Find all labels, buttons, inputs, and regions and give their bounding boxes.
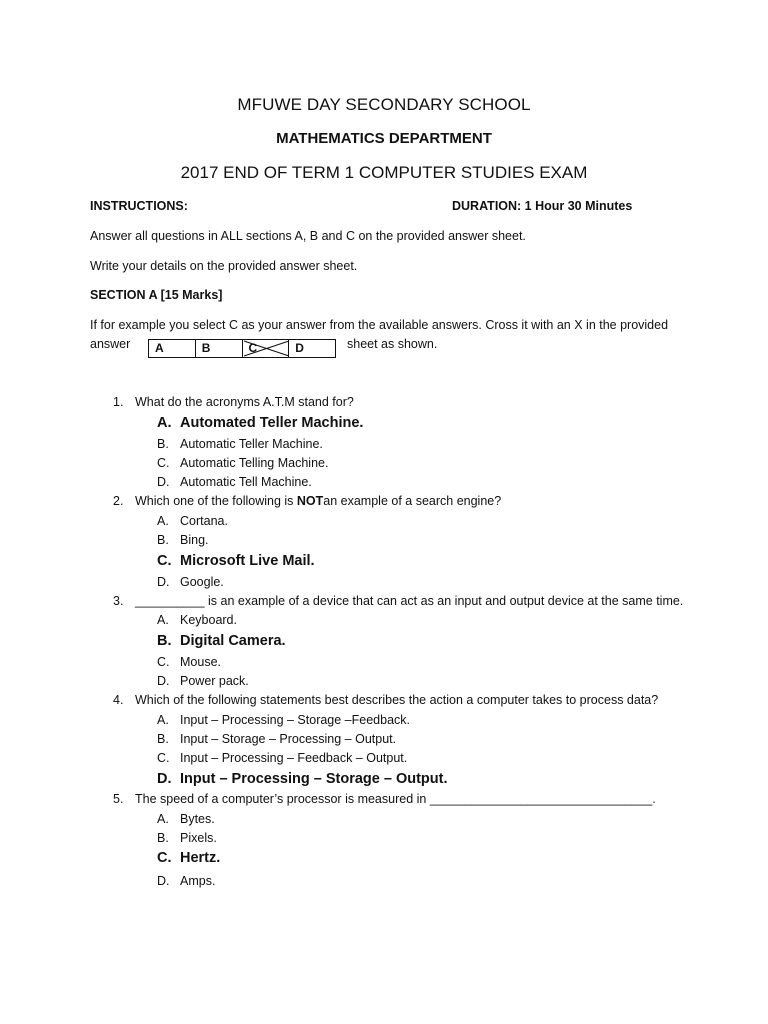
option-text: Automatic Teller Machine. (180, 437, 323, 451)
exam-title: 2017 END OF TERM 1 COMPUTER STUDIES EXAM (180, 163, 588, 182)
question-text-part: an example of a search engine? (323, 494, 502, 508)
question-4-option-c (157, 751, 407, 765)
option-letter: B. (157, 633, 172, 649)
question-4-text: Which of the following statements best describes the action a computer takes to process data? (135, 693, 659, 707)
question-2-option-b (157, 533, 209, 547)
cross-mark-icon (243, 340, 290, 357)
example-text-line-2-end: sheet as shown. (347, 337, 438, 351)
option-letter: D. (157, 674, 170, 688)
option-text: Keyboard. (180, 613, 237, 627)
question-5-option-a (157, 812, 215, 826)
option-letter: A. (157, 812, 169, 826)
option-letter: A. (157, 713, 169, 727)
option-letter: D. (157, 771, 172, 787)
answer-box-cell-c-label: C (248, 341, 258, 355)
answer-box-cell-c (243, 340, 290, 357)
option-text: Automatic Tell Machine. (180, 475, 312, 489)
question-1-text: What do the acronyms A.T.M stand for? (135, 395, 354, 409)
option-letter: D. (157, 874, 170, 888)
question-2-text (135, 494, 501, 508)
option-letter: A. (157, 415, 172, 431)
option-text: Bing. (180, 533, 209, 547)
question-1-option-b (157, 437, 323, 451)
option-letter: A. (157, 514, 169, 528)
question-1-option-a (157, 415, 363, 431)
question-2-option-a (157, 514, 228, 528)
question-3-option-b (157, 633, 286, 649)
department-name: MATHEMATICS DEPARTMENT (276, 130, 492, 147)
option-letter: D. (157, 475, 170, 489)
option-letter: D. (157, 575, 170, 589)
option-text: Amps. (180, 874, 216, 888)
duration-label: DURATION: 1 Hour 30 Minutes (452, 199, 633, 213)
question-3-option-c (157, 655, 221, 669)
option-letter: C. (157, 655, 170, 669)
option-letter: B. (157, 437, 169, 451)
question-4-option-d (157, 771, 448, 787)
question-3-option-d (157, 674, 249, 688)
answer-box-cell-b: B (196, 340, 243, 357)
instruction-line-2: Write your details on the provided answer sheet. (90, 259, 358, 273)
option-text: Input – Processing – Storage –Feedback. (180, 713, 411, 727)
option-text: Power pack. (180, 674, 249, 688)
option-letter: C. (157, 553, 172, 569)
instruction-line-1: Answer all questions in ALL sections A, B and C on the provided answer sheet. (90, 229, 526, 243)
question-4-option-b (157, 732, 396, 746)
option-text: Input – Storage – Processing – Output. (180, 732, 397, 746)
option-letter: B. (157, 533, 169, 547)
question-1-number: 1. (113, 395, 124, 409)
option-text: Digital Camera. (180, 633, 286, 649)
question-4-option-a (157, 713, 410, 727)
answer-box-cell-d: D (295, 341, 304, 355)
question-2-number: 2. (113, 494, 124, 508)
option-text: Cortana. (180, 514, 228, 528)
question-2-option-c (157, 553, 315, 569)
question-3-text: __________ is an example of a device that can act as an input and output device at the same time. (135, 594, 684, 608)
option-letter: C. (157, 456, 170, 470)
question-4-number: 4. (113, 693, 124, 707)
option-text: Bytes. (180, 812, 215, 826)
question-5-option-d (157, 874, 215, 888)
example-text-line-1: If for example you select C as your answer from the available answers. Cross it with an X in the provided (90, 318, 669, 332)
option-text: Hertz. (180, 850, 221, 866)
question-5-text: The speed of a computer’s processor is measured in ________________________________. (135, 792, 656, 806)
question-5-number: 5. (113, 792, 124, 806)
option-text: Automated Teller Machine. (180, 415, 364, 431)
section-a-heading: SECTION A [15 Marks] (90, 288, 223, 302)
option-letter: A. (157, 613, 169, 627)
option-letter: C. (157, 751, 170, 765)
question-2-option-d (157, 575, 224, 589)
option-text: Input – Processing – Storage – Output. (180, 771, 448, 787)
question-3-option-a (157, 613, 237, 627)
option-text: Mouse. (180, 655, 221, 669)
option-text: Automatic Telling Machine. (180, 456, 329, 470)
option-text: Input – Processing – Feedback – Output. (180, 751, 408, 765)
example-text-line-2-start: answer (90, 337, 131, 351)
question-text-emphasis: NOT (296, 494, 324, 508)
option-letter: C. (157, 850, 172, 866)
question-5-option-b (157, 831, 217, 845)
option-text: Microsoft Live Mail. (180, 553, 315, 569)
option-letter: B. (157, 831, 169, 845)
question-3-number: 3. (113, 594, 124, 608)
question-1-option-d (157, 475, 312, 489)
instructions-label: INSTRUCTIONS: (90, 199, 188, 213)
question-text-part: Which one of the following is (135, 494, 297, 508)
school-name: MFUWE DAY SECONDARY SCHOOL (237, 95, 531, 114)
answer-box-cell-a: A (149, 340, 196, 357)
option-text: Pixels. (180, 831, 217, 845)
question-5-option-c (157, 850, 220, 866)
question-1-option-c (157, 456, 328, 470)
example-answer-box (148, 339, 336, 358)
option-text: Google. (180, 575, 224, 589)
option-letter: B. (157, 732, 169, 746)
